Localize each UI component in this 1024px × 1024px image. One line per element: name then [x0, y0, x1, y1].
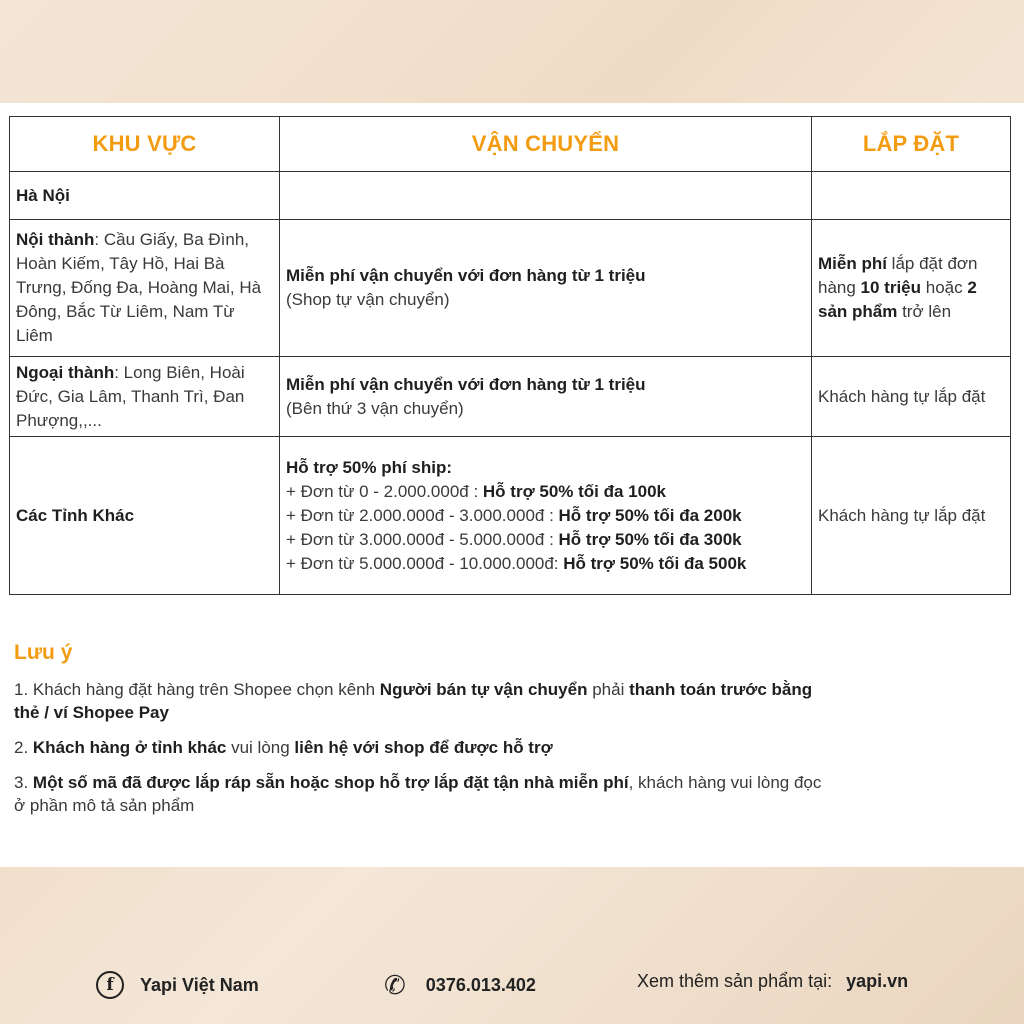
facebook-link[interactable]: [96, 962, 259, 1008]
website-info: [637, 958, 908, 1004]
region-noi-thanh: [10, 220, 280, 357]
shipping-policy: Miễn phí vận chuyển với đơn hàng từ 1 triệu: [286, 374, 646, 394]
shipping-support-line: [286, 528, 805, 552]
order-range: + Đơn từ 5.000.000đ - 10.000.000đ:: [286, 553, 564, 573]
phone-link[interactable]: [384, 962, 536, 1008]
note-item-1: [14, 678, 834, 724]
note-text: vui lòng: [226, 738, 295, 757]
install-tinh-khac: Khách hàng tự lắp đặt: [812, 437, 1011, 595]
note-text: phải: [587, 680, 630, 699]
install-noi-thanh: [812, 220, 1011, 357]
install-text: Miễn phí: [818, 254, 887, 273]
region-tinh-khac: Các Tỉnh Khác: [10, 437, 280, 595]
support-amount: Hỗ trợ 50% tối đa 100k: [482, 481, 666, 501]
support-amount: Hỗ trợ 50% tối đa 200k: [558, 505, 742, 525]
note-text: 1. Khách hàng đặt hàng trên Shopee chọn kênh: [14, 680, 380, 699]
shipping-note: (Bên thứ 3 vận chuyển): [286, 398, 464, 418]
header-shipping: VẬN CHUYỂN: [280, 117, 812, 172]
note-text: liên hệ với shop để được hỗ trợ: [294, 738, 553, 757]
install-text: trở lên: [897, 302, 952, 321]
note-text: thanh toán trước bằng thẻ / ví Shopee Pay: [14, 680, 813, 722]
shipping-support-line: [286, 552, 805, 576]
shipping-support-line: [286, 504, 805, 528]
cell-empty: [280, 172, 812, 220]
order-range: + Đơn từ 0 - 2.000.000đ :: [286, 481, 483, 501]
shipping-note: (Shop tự vận chuyển): [286, 290, 450, 309]
table-row-ngoai-thanh: [10, 357, 1011, 437]
region-label: Ngoại thành: [16, 362, 115, 382]
shipping-policy: Miễn phí vận chuyển với đơn hàng từ 1 triệu: [286, 266, 646, 285]
note-item-3: [14, 771, 834, 817]
install-ngoai-thanh: Khách hàng tự lắp đặt: [812, 357, 1011, 437]
install-text: lắp đặt đơn hàng: [818, 254, 978, 297]
note-text: Người bán tự vận chuyển: [379, 680, 588, 699]
facebook-icon: f: [96, 971, 124, 999]
more-products-label: Xem thêm sản phẩm tại:: [637, 970, 833, 991]
shipping-tinh-khac: [280, 437, 812, 595]
support-amount: Hỗ trợ 50% tối đa 300k: [558, 529, 742, 549]
notes-section: [14, 641, 834, 829]
region-ngoai-thanh: [10, 357, 280, 437]
note-text: 3.: [14, 773, 33, 792]
support-amount: Hỗ trợ 50% tối đa 500k: [563, 553, 747, 573]
cell-empty: [812, 172, 1011, 220]
note-text: 2.: [14, 738, 33, 757]
brand-name: Yapi Việt Nam: [140, 974, 259, 995]
note-text: Khách hàng ở tỉnh khác: [32, 738, 227, 757]
content-sheet: [0, 103, 1024, 867]
website-link[interactable]: yapi.vn: [846, 970, 909, 991]
notes-title: Lưu ý: [14, 641, 73, 664]
order-range: + Đơn từ 2.000.000đ - 3.000.000đ :: [286, 505, 559, 525]
shipping-support-line: [286, 480, 805, 504]
install-text: 2 sản phẩm: [818, 278, 977, 321]
shipping-table: [9, 116, 1011, 595]
footer: [0, 962, 1024, 1008]
region-districts: : Cầu Giấy, Ba Đình, Hoàn Kiếm, Tây Hồ, Hai Bà Trưng, Đống Đa, Hoàng Mai, Hà Đông, Bắc Từ Liêm, Nam Từ Liêm: [16, 230, 262, 345]
order-range: + Đơn từ 3.000.000đ - 5.000.000đ :: [286, 529, 559, 549]
header-region: KHU VỰC: [10, 117, 280, 172]
table-header-row: [10, 117, 1011, 172]
phone-icon: ✆: [384, 970, 406, 1000]
shipping-support-title: Hỗ trợ 50% phí ship:: [286, 457, 453, 477]
region-label: Nội thành: [16, 230, 95, 249]
install-text: 10 triệu: [860, 278, 922, 297]
header-install: LẮP ĐẶT: [812, 117, 1011, 172]
note-text: Một số mã đã được lắp ráp sẵn hoặc shop hỗ trợ lắp đặt tận nhà miễn phí: [32, 773, 629, 792]
install-text: hoặc: [921, 278, 968, 297]
region-hanoi: Hà Nội: [10, 172, 280, 220]
phone-number: 0376.013.402: [425, 974, 536, 995]
table-row-noi-thanh: [10, 220, 1011, 357]
note-text: , khách hàng vui lòng đọc ở phần mô tả sản phẩm: [14, 773, 822, 815]
table-row-hanoi: [10, 172, 1011, 220]
table-row-tinh-khac: [10, 437, 1011, 595]
region-districts: : Long Biên, Hoài Đức, Gia Lâm, Thanh Trì, Đan Phượng,,...: [16, 362, 245, 430]
note-item-2: [14, 736, 834, 759]
shipping-noi-thanh: [280, 220, 812, 357]
shipping-ngoai-thanh: [280, 357, 812, 437]
